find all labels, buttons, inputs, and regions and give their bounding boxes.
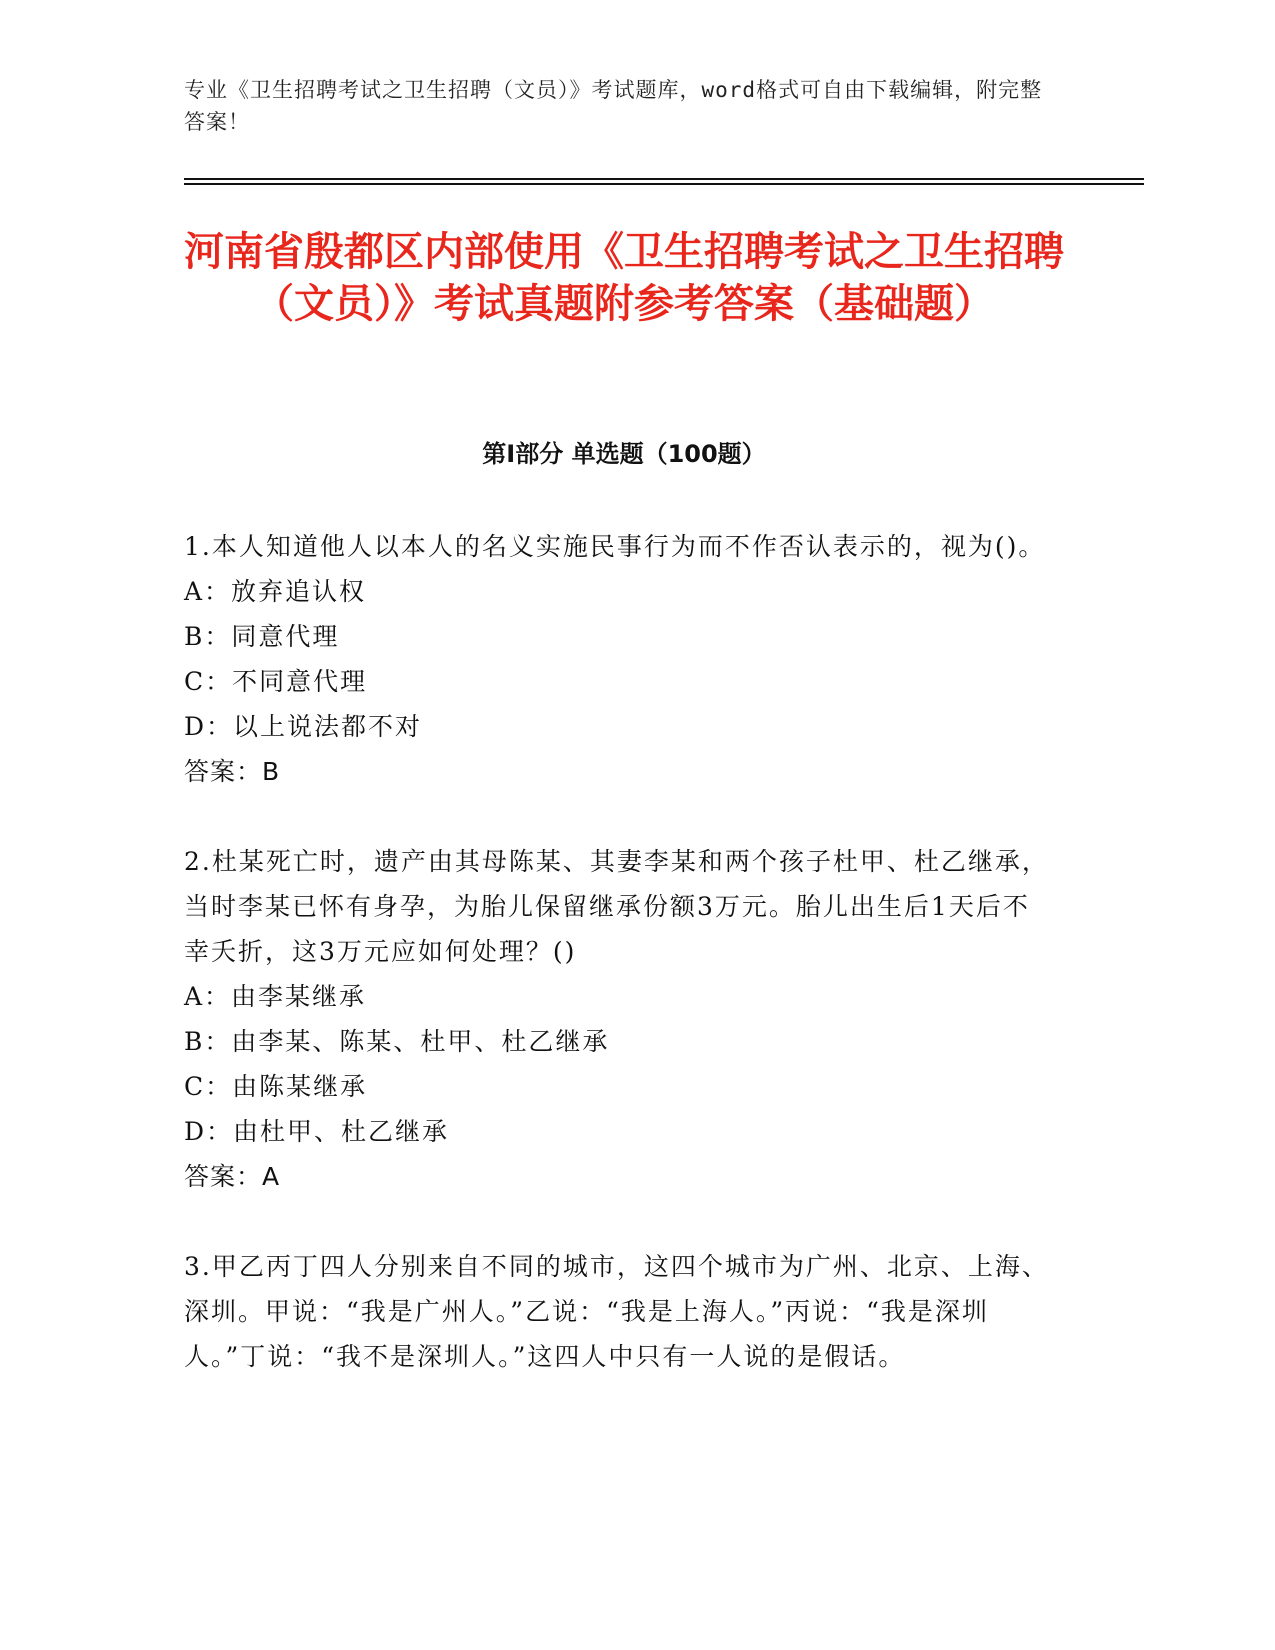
question-stem: 2.杜某死亡时，遗产由其母陈某、其妻李某和两个孩子杜甲、杜乙继承，当时李某已怀有身孕，为胎儿保留继承份额3万元。胎儿出生后1天后不幸夭折，这3万元应如何处理？() — [184, 847, 1049, 966]
question-3 — [184, 1244, 1054, 1379]
answer: 答案：A — [184, 1162, 281, 1191]
question-1 — [184, 524, 1054, 794]
header-rule-bottom — [184, 183, 1144, 185]
option-a: A：放弃追认权 — [184, 577, 367, 606]
answer: 答案：B — [184, 757, 281, 786]
option-b: B：同意代理 — [184, 622, 340, 651]
option-a: A：由李某继承 — [184, 982, 367, 1011]
option-d: D：由杜甲、杜乙继承 — [184, 1117, 450, 1146]
option-c: C：不同意代理 — [184, 667, 368, 696]
question-2 — [184, 839, 1054, 1199]
option-b: B：由李某、陈某、杜甲、杜乙继承 — [184, 1027, 610, 1056]
question-stem: 3.甲乙丙丁四人分别来自不同的城市，这四个城市为广州、北京、上海、深圳。甲说：“我是广州人。”乙说：“我是上海人。”丙说：“我是深圳人。”丁说：“我不是深圳人。”这四人中只有一人说的是假话。 — [184, 1252, 1049, 1371]
question-stem: 1.本人知道他人以本人的名义实施民事行为而不作否认表示的，视为()。 — [184, 532, 1046, 561]
document-title: 河南省殷都区内部使用《卫生招聘考试之卫生招聘（文员）》考试真题附参考答案（基础题） — [184, 229, 1064, 327]
option-d: D：以上说法都不对 — [184, 712, 423, 741]
header-rule-top — [184, 178, 1144, 180]
header-note: 专业《卫生招聘考试之卫生招聘（文员）》考试题库，word格式可自由下载编辑，附完整答案！ — [184, 78, 1043, 134]
section-title: 第Ⅰ部分 单选题（100题） — [482, 440, 766, 468]
question-list — [184, 524, 1054, 1424]
option-c: C：由陈某继承 — [184, 1072, 368, 1101]
